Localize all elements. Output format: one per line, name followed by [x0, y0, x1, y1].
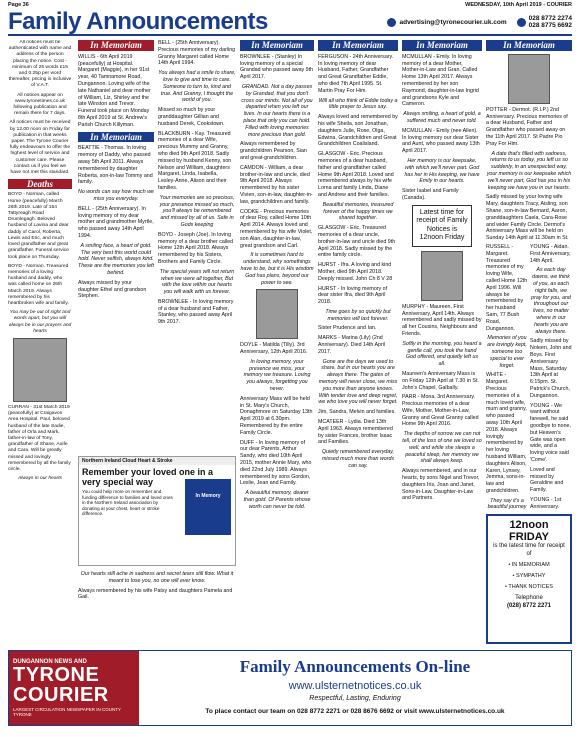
- column-2: [78, 40, 154, 452]
- footer-title: Family Announcements On-line: [239, 657, 471, 676]
- notice-russell: RUSSELL - Margaret. Treasured memories of my loving Wife, called Home 12th April 1996. Will always be remembered by her husband Sam, 77 Bush Road, Dungannon.: [486, 244, 528, 332]
- notice-mcmullan2-verse: Her memory is our keepsake, with which we'll never part. God has her in His keeping, we have Emily in our hearts.: [404, 157, 480, 185]
- notice-brownlee: BROWNLEE - In loving memory of a dear husband and Father, Stanley, who passed away April 9th 2017.: [158, 298, 234, 326]
- notice-parr-sign: Always remembered, and in our hearts, by sons Nigel and Trevor, daughters Iris, Joan and Janet, Sons-in-Law, Daughter-in-Law and Partners.: [402, 468, 480, 502]
- notice-russell-verse: Memories of you are lovingly kept, someone too special to ever forget.: [487, 335, 527, 369]
- contact-info: [387, 15, 572, 29]
- notice-bell2: BELL - (25th Anniversary). Precious memories of my darling Granny Margaret called Home 14th April 1994.: [158, 40, 236, 67]
- column-4: [240, 40, 314, 646]
- column-8: [530, 244, 572, 510]
- notice-hurst2: HURST - In loving memory of dear sister Ifra, died 9th April 2018.: [318, 285, 388, 306]
- notice-boyd-norman: BOYD - Norman, called Home (peacefully) March 26th 2019. Late of 154 Tattyreagh Road Drumlegagh. Beloved husband of Lavina and dear daddy of Carol, Roberta, Lewis and Eric, and much loved grandfather and great grandfather. Funeral service took place on Thursday.: [8, 192, 69, 260]
- ad-time: 12noon: [509, 519, 549, 531]
- in-memoriam-heading-6: In Memoriam: [486, 40, 572, 51]
- in-memoriam-heading-5: In Memoriam: [402, 40, 482, 51]
- notice-brownlee2-sign: Always remembered by grandchildren Pearson, Sian and great-grandchildren.: [240, 141, 307, 161]
- notice-hurst2-sign: Sister Prudence and Ian.: [318, 325, 377, 332]
- footer-url[interactable]: www.ulsternetnotices.co.uk: [288, 680, 422, 692]
- column-7-top: [486, 40, 572, 240]
- ad-item-thanks: • THANK NOTICES: [505, 584, 553, 590]
- column-7: [486, 244, 528, 510]
- notice-mcateer: MCATEER - Lydia. Died 13th April 1963. Always remembered by sister Frances, brother Isaac and Families.: [318, 419, 393, 446]
- footer-contact: To place contact our team on 028 8772 2271 or 028 8676 6692 or visit www.ulsternetnotices.co.uk: [205, 708, 505, 715]
- masthead: [8, 10, 572, 36]
- notice-white: WHITE - Margaret. Precious memories of a much loved wife, mum and granny, who passed away 10th April 2018. Always lovingly remembered by her loving husband William, daughters Alison, Karen, Lynsey, Jemma, sons-in-law and grandchildren.: [486, 372, 527, 494]
- notice-marks-sign: Jim, Sandra, Melvin and families.: [318, 409, 396, 416]
- notice-murphy-verse: Softly in the morning, you heard a gentle call, you took the hand God offered, and quietly left us all.: [402, 340, 482, 368]
- notice-young: YOUNG - Aidan. First Anniversary, 14th April.: [530, 244, 571, 264]
- notice-brownlee2-verse: GRANDAD. Not a day passes by Grandad, that you don't cross our minds. Not all of you departed when you left our lives. In our hearts there is a place that only you can hold. Filled with loving memories more precious than gold.: [241, 83, 313, 138]
- column-1: [8, 40, 72, 646]
- deaths-heading: Deaths: [8, 179, 72, 189]
- notice-mcateer-verse: Quietly remembered everyday, missed much more than words can say.: [321, 449, 395, 469]
- ad-subtext: is the latest time for receipt of: [493, 543, 565, 557]
- ad-item-memoriam: • IN MEMORIAM: [508, 562, 550, 568]
- notice-brownlee-sign: Always remembered by his wife Patsy and daughters Pamela and Gail.: [78, 587, 233, 601]
- ad-item-sympathy: • SYMPATHY: [512, 573, 546, 579]
- notice-marks: MARKS - Marina (Lily) (2nd Anniversary). Died 14th April 2017.: [318, 335, 386, 355]
- portrait-photo-3: [421, 251, 463, 301]
- phone-contact[interactable]: 028 8772 2274 028 8775 6692: [517, 15, 572, 29]
- column-2-bottom: [78, 570, 236, 646]
- promo-body: You could help more on remember and funding difference to families and loved ones in the Northern Ireland association by donating at your chest, heart or stroke difference.: [82, 489, 173, 517]
- notice-brownlee2: BROWNLEE - (Stanley) In loving memory of a special Grandad who passed away 9th April 2017.: [240, 53, 314, 81]
- notice-parr: PARR - Mona. 3rd Anniversary. Precious memories of a dear Wife, Mother, Mother-in-Law, Granny and Great Granny called Home 9th April 2016.: [402, 394, 479, 428]
- notice-doyle: DOYLE - Matilda (Tilly). 3rd Anniversary, 12th April 2016.: [240, 342, 308, 356]
- in-memoriam-heading: In Memoriam: [78, 40, 154, 51]
- notice-beattie: BEATTIE - Thomas. In loving memory of Daddy, who passed away 5th April 2011. Always remembered by daughter Roberta, son-in-law Tommy and family.: [78, 145, 153, 186]
- email-icon: [387, 18, 396, 27]
- column-5: [318, 40, 398, 646]
- portrait-photo-4: [508, 54, 550, 104]
- notice-duff-verse: A beautiful memory, dearer than gold. Of Parents whose worth can never be told.: [243, 490, 311, 510]
- notice-bell-sign: Always missed by your daughter Ethel and grandson Stephen.: [78, 279, 147, 300]
- latest-time-box: Latest time for receipt of Family Notices is 12noon Friday: [412, 205, 472, 247]
- notice-boyd-joseph: BOYD - Joseph (Joe). In loving memory of a dear brother called Home 12th April 2018. Always remembered by his Sisters, Brothers and Family Circle.: [158, 231, 234, 265]
- notice-young2: YOUNG - We want without farewell, he said goodbye to none, but Heaven's Gate was open wide, and a loving voice said 'Come'.: [530, 402, 571, 463]
- notice-ferguson-sign: Always loved and remembered by his wife Sheila, son Jonathan, daughters Julie, Rose, Olga, Edwina, Grandchildren and Great Grandchildren Coalisland.: [318, 114, 398, 148]
- notice-boyd-verse: You may be out of sight and words apart, but you will always be in our prayers and hearts: [8, 310, 72, 334]
- page-title: Family Announcements: [8, 8, 268, 35]
- column-3: [158, 40, 236, 452]
- notice-codke-verse: It is sometimes hard to understand, why somethings have to be, but it is His wisdom God has plans, beyond our power to see.: [240, 252, 314, 286]
- in-memoriam-heading-4: In Memoriam: [318, 40, 398, 51]
- notice-potter: POTTER - Dermot. (R.I.P.) 2nd Anniversary. Precious memories of a dear Husband, Father and Grandfather who passed away on the 11th April 2017. St Padre Pio Pray For Him.: [486, 106, 568, 147]
- ad-telephone[interactable]: (028) 8772 2271: [506, 602, 552, 609]
- in-memoriam-heading-3: In Memoriam: [240, 40, 314, 51]
- portrait-photo: [13, 338, 67, 402]
- notice-boyd-norman-2: BOYD - Norman. Treasured memories of a loving husband and daddy, who was called home on 26th March 2019. Always remembered by his heartbroken wife and family.: [8, 263, 69, 306]
- notice-young2-sign: Loved and missed by Geraldine and Family.: [530, 466, 564, 494]
- notice-camdon: CAMDON - William, a dear brother-in-law and uncle, died 9th April 2018. Always remembered by his sister Vivien, son-in-law, daughter-in-law, grandchildren and family.: [240, 164, 313, 205]
- notice-willis: WILLIS - 6th April 2019 (peacefully) at Hospital. Margaret (Maggie), in her 91st year, 40 Tamnamore Road, Dungannon. Loving wife of the late Nathaniel and dear mother of William, Liz, Shirley and the late Winston and Trevor. Funeral took place on Monday 8th April 2019 at St. Andrew's Parish Church Killyman.: [78, 53, 151, 128]
- notice-curran: CURRAN - 31st March 2019 (peacefully) at Craigavon Area Hospital. Paul, beloved husband of the late Sadie, father of Orla and Mark, father-in-law of Tony, grandfather of Shane, Aoife and Cara. Will be greatly missed and lovingly remembered by all the family circle.: [8, 404, 71, 472]
- ad-telephone-label: Telephone: [515, 595, 543, 601]
- promo-topline: Northern Ireland Cloud Heart & Stroke: [79, 457, 235, 465]
- email-contact[interactable]: advertising@tyronecourier.uk.com: [387, 18, 506, 27]
- notice-potter-sign: Sadly missed by your loving wife Mary, daughters Tracy, Aisling, son Shane, son-in-law Bernard, Aaron, granddaughters Caela, Cara-Rose and wider Family Circle. Dermot's Anniversary Mass will be held on Sunday 14th April at 11.30am in St.: [486, 194, 569, 240]
- notice-mcmullan-verse: Always smiling, a heart of gold, a suffered much and never told.: [403, 111, 481, 124]
- notice-young3: YOUNG - 1st Anniversary.: [530, 496, 562, 510]
- notice-boyd-joseph-verse: The special years will not return when we were all together, But with the love within our hearts you will walk with us forever.: [159, 268, 235, 296]
- ad-day: FRIDAY: [509, 531, 549, 543]
- footer-tagline: Respectful, Lasting, Enduring: [309, 695, 401, 702]
- notice-young-sign: Sadly missed by Noleen, John and Boys. First Anniversary Mass, Saturday 13th April at 6:15pm. St. Patrick's Church, Dungannon.: [530, 338, 572, 399]
- phone-icon: [517, 18, 526, 27]
- notice-bell2-verse: You always had a smile to share, love to give and time to care. Someone to turn to, kind and true. And Granny, I thought the world of you.: [158, 70, 236, 104]
- notices-body: [8, 40, 572, 646]
- notice-brownlee-verse: Our hearts still ache in sadness and secret tears still flow. What it meant to lose you, no one will ever know.: [80, 571, 234, 584]
- notice-blackburn-verse: Your memories are so precious, your presence missed so much, you'll always be remembered and missed by all of us. Safe in Gods keeping: [159, 194, 235, 228]
- notice-glasgow2: GLASGOW - Eric. Treasured memories of a dear uncle, brother-in-law and uncle died 9th April 2018. Sadly missed by the entire family circle.: [318, 225, 396, 259]
- notice-potter-verse: A date that's filled with sadness, returns to us today, you left us so suddenly, in an unexpected way, your memory is our keepsake which we'll never part, God has you in his keeping we have you in our hearts.: [486, 150, 572, 191]
- notice-codke: CODKE - Precious memories of dear Roy, called Home 10th April 2014. Always loved and remembered by his wife Violet, son Alan, daughter-in-law, great grandson and Carl.: [240, 208, 313, 249]
- promo-stamp: In Memory: [185, 479, 231, 535]
- notice-bell-verse: A smiling face, a heart of gold. The very best this world could hold. Never selfish, always kind. These are the memories you left behind.: [78, 242, 154, 276]
- column-6: [402, 40, 482, 646]
- notice-doyle-verse: In loving memory, your presence we miss, your memory we treasure. Loving you always, forgetting you never.: [243, 358, 311, 393]
- notice-glasgow: GLASGOW - Eric. Precious memories of a dear husband, father and grandfather called Home 9th April 2018. Loved and remembered always by his wife Lorna and family Linda, Diane and Andrew and their families.: [318, 151, 394, 198]
- page-number: Page 36: [8, 1, 29, 8]
- notice-ferguson-verse: Will all who think of Eddie today a little prayer to Jesus say.: [318, 97, 398, 111]
- courier-logo: DUNGANNON NEWS AND TYRONE COURIER LARGEST CIRCULATION NEWSPAPER IN COUNTY TYRONE: [9, 651, 139, 725]
- notice-online: All notices appear on www.tyronetimes.co.uk following publication and remain there for 7 days.: [13, 92, 67, 117]
- notice-blackburn: BLACKBURN - Kay. Treasured memories of a dear Wife, precious Mummy and Granny, who died 9th April 2018. Sadly missed by husband Kenny, son Nelson and William, daughters Margaret, Linda, Isabella, Lesley-Anne, Alison and their families.: [158, 130, 232, 191]
- promo-title: Remember your loved one in a very special way: [82, 467, 214, 487]
- promo-remember-loved-one[interactable]: [78, 456, 236, 566]
- notice-mcmullan2: MCMULLAN - Emily (nee Allen). In loving memory our dear Sister and Aunt, who passed away 13th April 2017.: [402, 127, 480, 155]
- notice-duff: DUFF - In loving memory of our dear Parents, Arthur Sandy, who died 10th April 2015, mother Annie Mary, who died 22nd July 1989. Always remembered by sons Gordon, Leslie, Jean and Family.: [240, 439, 312, 487]
- notice-deadline: All notices must be received by 12.00 noon on Friday for publication in that weeks paper. The Tyrone Courier fully endeavours to offer the highest level of service and customer care. Please contact us if you feel we have not met this standard.: [9, 120, 71, 176]
- notice-beattie-verse: No words can say how much we miss you everyday.: [78, 189, 154, 202]
- online-announcements-ad: [139, 651, 571, 725]
- notice-mcmullan: MCMULLAN - Emily. In loving memory of a dear Mother, Mother-in-Law and Gran. Called Home 13th April 2017. Always remembered by her son Raymond, daughter-in-law Ingrid and grandsons Kyle and Cameron.: [402, 53, 479, 108]
- notice-bell: BELL - (25th Anniversary). In loving memory of my dear mother and grandmother Myrtle, who passed away 14th April 1994.: [78, 205, 154, 239]
- notice-hurst2-verse: Time goes by so quickly but memories will last forever.: [325, 308, 391, 322]
- notice-ferguson: FERGUSON - 24th Anniversary. In loving memory of dear Husband, Father, Grandfather and Great Grandfather Eddie, who died 7th April 1995. St. Martin Pray For Him.: [318, 53, 394, 94]
- notice-white-verse: They say it's a beautiful journey: [487, 497, 527, 510]
- portrait-photo-2: [256, 289, 298, 339]
- notice-young-verse: As each day dawns, we think of you, as each night falls, we pray for you, and throughout our lives, no matter where in our hearts you are always there.: [531, 267, 571, 335]
- notice-doyle-sign: Anniversary Mass will be held in St. Mary's Church, Donaghmore on Saturday 13th April 2019 at 6.30pm. Remembered by the entire Family Circle.: [240, 395, 313, 436]
- notice-terms: All notices must be authenticated with name and address of the person placing the notice. Cost - minimum of 25 words £15 and 0.25p per word thereafter, pricing is inclusive of V.A.T.: [8, 40, 72, 89]
- in-memoriam-heading-2: In Memoriam: [78, 132, 154, 143]
- notice-mcmullan2-sign: Sister Isabel and Family (Canada).: [402, 188, 459, 201]
- notice-marks-verse: Gone are the days we used to share, but in our hearts you are always there. The gates of memory will never close, we miss you more than anyone knows. With tender love and deep regret, we who love you will never forget.: [318, 358, 398, 406]
- notice-glasgow-verse: Beautiful memories, treasured forever of the happy times we shared together.: [322, 201, 394, 222]
- notice-parr-verse: The depths of sorrow we can not tell, of the loss of one we loved so well, and while she sleeps a peaceful sleep, her memory we shall always keep.: [402, 431, 482, 465]
- notice-murphy: MURPHY - Maureen. First Anniversary, April 14th. Always remembered and sadly missed by all her Cousins, Neighbours and Friends.: [402, 303, 482, 337]
- friday-deadline-ad: [486, 514, 572, 644]
- notice-curran-verse: Always in our hearts: [17, 476, 63, 482]
- notice-bell2-sign: Missed so much by your granddaughter Gillian and husband Derek, Cookstown.: [158, 107, 225, 127]
- notice-hurst: HURST - Ifra. A loving and kind Mother, died 9th April 2018. Deeply missed. John Ch 8 V 28: [318, 262, 393, 282]
- issue-date: WEDNESDAY, 10th April 2019 - COURIER: [465, 1, 572, 8]
- notice-murphy-sign: Maureen's Anniversary Mass is on Friday 12th April at 7.30 in St. John's Chapel, Galbally.: [402, 370, 479, 391]
- footer-banner: [8, 650, 572, 726]
